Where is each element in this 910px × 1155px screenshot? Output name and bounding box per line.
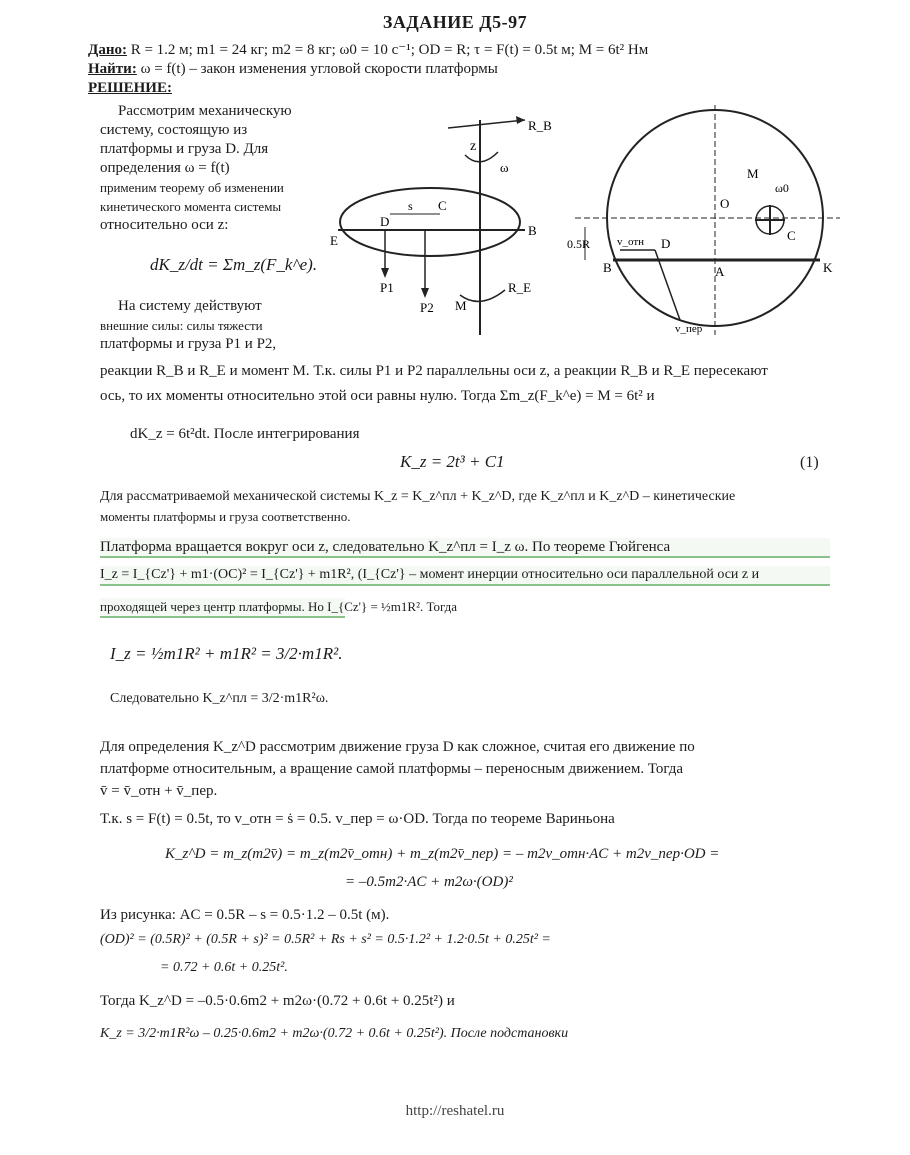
paragraph-system: Для рассматриваемой механической системы K_z = K_z^пл + K_z^D, где K_z^пл и K_z^D – кинетические	[100, 489, 736, 504]
find-text: ω = f(t) – закон изменения угловой скорости платформы	[140, 61, 498, 77]
label-d: D	[380, 214, 390, 229]
highlight-paragraph-huygens: I_z = I_{Cz'} + m1·(OC)² = I_{Cz'} + m1R², (I_{Cz'} – момент инерции относительно оси параллельной оси z и	[100, 566, 830, 586]
label-re: R_E	[508, 280, 532, 295]
forces-line: внешние силы: силы тяжести	[100, 318, 263, 333]
forces-paragraph	[100, 297, 332, 354]
label-z: z	[470, 139, 477, 154]
page-title: ЗАДАНИЕ Д5-97	[382, 12, 528, 32]
forces-line: платформы и груза P1 и P2,	[100, 336, 277, 352]
p2-arrowhead	[421, 288, 429, 298]
moment-arc	[460, 290, 505, 301]
paragraph-integration: dK_z = 6t²dt. После интегрирования	[130, 426, 360, 442]
platform-side-diagram	[330, 110, 565, 340]
label-m-right: M	[747, 166, 759, 181]
paragraph-from-figure: Из рисунка: AC = 0.5R – s = 0.5·1.2 – 0.5t (м).	[100, 907, 390, 923]
label-omega: ω	[500, 160, 509, 175]
rb-arrowhead	[516, 116, 525, 124]
label-b: B	[528, 223, 537, 238]
paragraph-kz-load-final: Тогда K_z^D = –0.5·0.6m2 + m2ω·(0.72 + 0.6t + 0.25t²) и	[100, 993, 455, 1009]
equation-kz-load-cont: = –0.5m2·AC + m2ω·(OD)²	[345, 874, 513, 890]
forces-line: На систему действуют	[118, 298, 262, 314]
label-d-right: D	[661, 236, 671, 251]
equation-inertia: I_z = ½m1R² + m1R² = 3/2·m1R².	[110, 644, 343, 663]
intro-line: кинетического момента системы	[100, 199, 282, 214]
intro-line: применим теорему об изменении	[100, 180, 284, 195]
label-b-right: B	[603, 260, 612, 275]
footer-url[interactable]: http://reshatel.ru	[405, 1103, 505, 1119]
given-text: R = 1.2 м; m1 = 24 кг; m2 = 8 кг; ω0 = 10 c⁻¹; OD = R; τ = F(t) = 0.5t м; M = 6t² Нм	[130, 42, 649, 58]
highlight-paragraph-center: проходящей через центр платформы. Но I_{Cz'} = ½m1R². Тогда	[100, 598, 345, 618]
label-m: M	[455, 298, 467, 313]
paragraph-moments: ось, то их моменты относительно этой оси равны нулю. Тогда Σm_z(F_k^e) = M = 6t² и	[100, 388, 655, 404]
equation-1: K_z = 2t³ + C1	[400, 452, 505, 471]
platform-top-diagram	[565, 100, 850, 355]
highlight-paragraph-rotation: Платформа вращается вокруг оси z, следовательно K_z^пл = I_z ω. По теореме Гюйгенса	[100, 538, 830, 558]
intro-line: относительно оси z:	[100, 217, 229, 233]
label-c-right: C	[787, 228, 796, 243]
label-e: E	[330, 233, 338, 248]
label-p1: P1	[380, 280, 394, 295]
label-o: O	[720, 196, 730, 211]
theorem-equation: dK_z/dt = Σm_z(F_k^e).	[150, 255, 318, 274]
given-label: Дано:	[88, 42, 127, 58]
intro-line: систему, состоящую из	[100, 122, 248, 138]
paragraph-reactions: реакции R_B и R_E и момент M. Т.к. силы P1 и P2 параллельны оси z, а реакции R_B и R_E пересекают	[100, 363, 768, 379]
intro-line: Рассмотрим механическую	[118, 103, 292, 119]
equation-od-squared: (OD)² = (0.5R)² + (0.5R + s)² = 0.5R² + Rs + s² = 0.5·1.2² + 1.2·0.5t + 0.25t² =	[100, 932, 551, 947]
platform-ellipse	[340, 188, 520, 256]
paragraph-load-motion: Для определения K_z^D рассмотрим движение груза D как сложное, считая его движение по	[100, 739, 695, 755]
label-k: K	[823, 260, 833, 275]
label-omega0: ω0	[775, 181, 789, 195]
label-a: A	[715, 264, 725, 279]
label-s: s	[408, 199, 413, 213]
paragraph-velocity-sum: v̄ = v̄_отн + v̄_пер.	[100, 783, 218, 799]
label-half-r: 0.5R	[567, 237, 591, 251]
paragraph-varignon: Т.к. s = F(t) = 0.5t, то v_отн = ṡ = 0.5. v_пер = ω·OD. Тогда по теореме Вариньона	[100, 811, 615, 827]
intro-line: определения ω = f(t)	[100, 160, 230, 176]
find-line	[88, 60, 498, 78]
rb-vector	[448, 120, 525, 128]
given-line	[88, 41, 648, 59]
paragraph-kz-platform: Следовательно K_z^пл = 3/2·m1R²ω.	[110, 691, 329, 706]
equation-od-squared-cont: = 0.72 + 0.6t + 0.25t².	[160, 960, 288, 975]
equation-1-number: (1)	[800, 454, 819, 471]
label-vper: v_пер	[675, 323, 703, 335]
find-label: Найти:	[88, 61, 137, 77]
label-c: C	[438, 198, 447, 213]
p1-arrowhead	[381, 268, 389, 278]
label-p2: P2	[420, 300, 434, 315]
paragraph-system-end: моменты платформы и груза соответственно.	[100, 509, 351, 524]
intro-line: платформы и груза D. Для	[100, 141, 269, 157]
intro-paragraph	[100, 102, 332, 235]
equation-kz-total: K_z = 3/2·m1R²ω – 0.25·0.6m2 + m2ω·(0.72 + 0.6t + 0.25t²). После подстановки	[100, 1026, 569, 1041]
paragraph-relative: платформе относительным, а вращение самой платформы – переносным движением. Тогда	[100, 761, 684, 777]
equation-kz-load: K_z^D = m_z(m2v̄) = m_z(m2v̄_отн) + m_z(m2v̄_пер) = – m2v_отн·AC + m2v_пер·OD =	[165, 846, 720, 862]
label-votn: v_отн	[617, 236, 645, 248]
label-rb: R_B	[528, 118, 552, 133]
solution-label: РЕШЕНИЕ:	[88, 80, 172, 96]
